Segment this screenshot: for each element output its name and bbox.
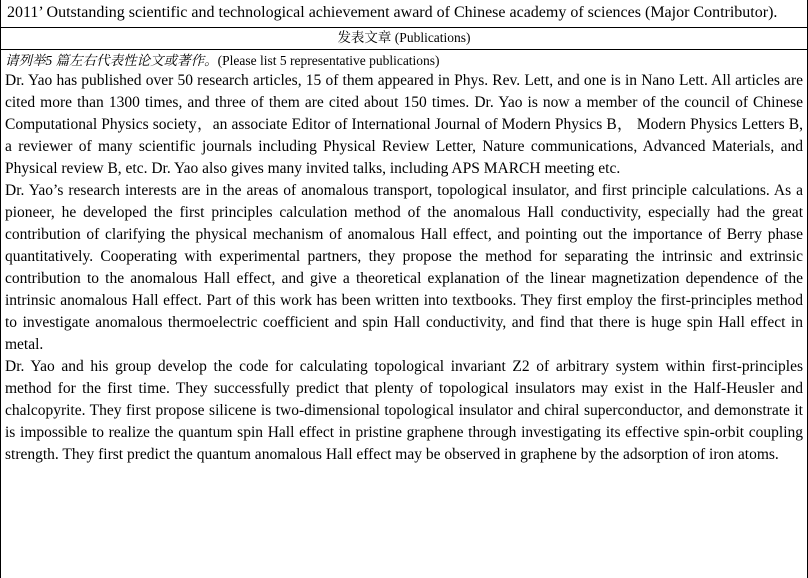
instruction-line xyxy=(5,52,803,70)
section-title: 发表文章 (Publications) xyxy=(337,30,471,45)
paragraph-research-interests: Dr. Yao’s research interests are in the areas of anomalous transport, topological insulator, and first principle calculations. As a pioneer, he developed the first principles calculation method of the anomalous Hall conductivity, especially had the great contribution of clarifying the physical mechanism of anomalous Hall effect, and pointing out the importance of Berry phase quantitatively. Cooperating with experimental partners, they propose the method for separating the intrinsic and extrinsic contribution to the anomalous Hall effect, and give a theoretical explanation of the linear magnetization dependence of the intrinsic anomalous Hall effect. Part of this work has been written into textbooks. They first employ the first-principles method to investigate anomalous thermoelectric coefficient and spin Hall conductivity, and find that there is huge spin Hall effect in metal. xyxy=(5,182,803,353)
paragraph-publications-summary: Dr. Yao has published over 50 research articles, 15 of them appeared in Phys. Rev. Lett, and one is in Nano Lett. All articles are cited more than 1300 times, and three of them are cited about 150 times. Dr. Yao is now a member of the council of Chinese Computational Physics society，an associate Editor of International Journal of Modern Physics B， Modern Physics Letters B, a reviewer of many scientific journals including Physical Review Letter, Nature communications, Advanced Materials, and Physical review B, etc. Dr. Yao also gives many invited talks, including APS MARCH meeting etc. xyxy=(5,72,803,177)
paragraph-topological-work: Dr. Yao and his group develop the code for calculating topological invariant Z2 of arbitrary system within first-principles method for the first time. They successfully predict that plenty of topological insulators may exist in the Half-Heusler and chalcopyrite. They first propose silicene is two-dimensional topological insulator and chiral superconductor, and demonstrate it is impossible to realize the quantum spin Hall effect in pristine graphene through investigating its effective spin-orbit coupling strength. They first predict the quantum anomalous Hall effect may be observed in graphene by the adsorption of iron atoms. xyxy=(5,358,803,463)
publications-header xyxy=(1,28,807,50)
instruction-chinese: 请列举5 篇左右代表性论文或著作。 xyxy=(5,53,218,68)
award-text: 2011’ Outstanding scientific and technological achievement award of Chinese academy of sciences (Major Contributor). xyxy=(7,4,778,21)
instruction-english: (Please list 5 representative publications) xyxy=(217,53,440,68)
publications-body xyxy=(1,50,807,466)
award-row xyxy=(1,0,807,28)
